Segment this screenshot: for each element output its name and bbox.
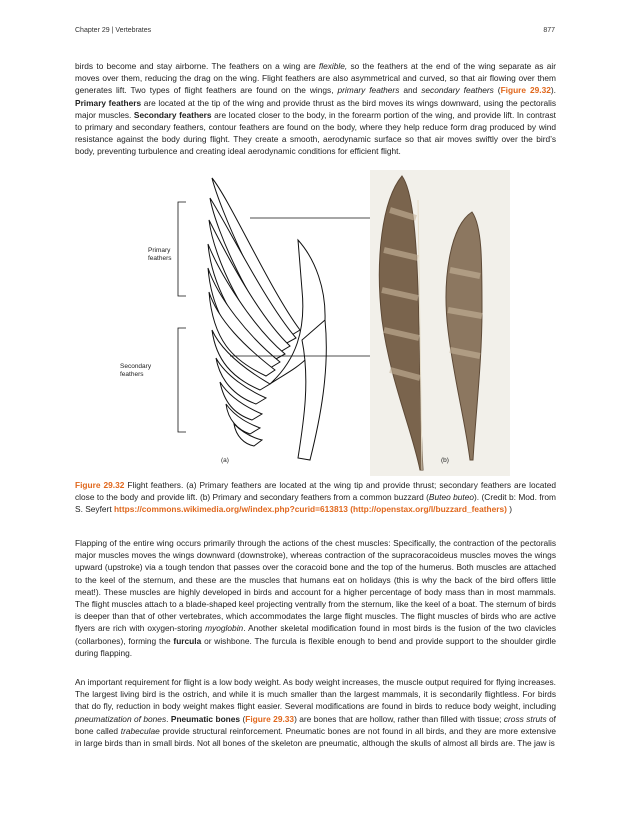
primary-bracket (178, 202, 186, 296)
panel-b-label: (b) (441, 457, 449, 464)
chapter-header: Chapter 29 | Vertebrates (75, 27, 152, 34)
feather-photo (370, 170, 510, 476)
secondary-bracket (178, 328, 186, 432)
primary-label-1: Primary (148, 247, 171, 254)
openstax-link[interactable]: (http://openstax.org/l/buzzard_feathers) (350, 504, 507, 515)
wing-illustration (208, 178, 326, 460)
figure-caption: Figure 29.32 Flight feathers. (a) Primary feathers are located at the wing tip and provide thrust; secondary feathers are located close to the body and provide lift. (b) Primary and secondary feathers from a common buzzard (Buteo buteo). (Credit b: Mod. from S. Seyfert https://commons.wikimedia.org/w/index.php?curid=613813 (http://openstax.org/l/buzzard_feathers) ) (75, 480, 556, 515)
page-number: 877 (543, 27, 555, 34)
paragraph-flight-muscles: Flapping of the entire wing occurs primarily through the actions of the chest muscles: Specifically, the contraction of the pectoralis major muscles moves the wings downward (downstroke), whereas contraction of the supracoracoideus muscles moves the wings upward (upstroke) via a tough tendon that passes over the coracoid bone and the top of the humerus. Both muscles are attached to the keel of the sternum, and these are the muscles that humans eat on holidays (this is why the back of the bird offers little meat!). These muscles are highly developed in birds and account for a higher percentage of body mass than in most mammals. The flight muscles attach to a blade-shaped keel projecting ventrally from the sternum, like the keel of a boat. The sternum of birds is deeper than that of other vertebrates, which accommodates the large flight muscles. The flight muscles of birds who are active flyers are rich with oxygen-storing myoglobin. Another skeletal modification found in most birds is the fusion of the two clavicles (collarbones), forming the furcula or wishbone. The furcula is flexible enough to bend and provide support to the shoulder girdle during flapping. (75, 538, 556, 658)
paragraph-body-weight: An important requirement for flight is a low body weight. As body weight increases, the muscle output required for flying increases. The largest living bird is the ostrich, and while it is much smaller than the largest mammals, it is secondarily flightless. For birds that do fly, reduction in body weight makes flight easier. Several modifications are found in birds to reduce body weight, including pneumatization of bones. Pneumatic bones (Figure 29.33) are bones that are hollow, rather than filled with tissue; cross struts of bone called trabeculae provide structural reinforcement. Pneumatic bones are not found in all birds, and they are more extensive in large birds than in small birds. Not all bones of the skeleton are pneumatic, although the skulls of almost all birds are. The jaw is (75, 677, 557, 749)
wikimedia-link[interactable]: https://commons.wikimedia.org/w/index.php?curid=613813 (113, 504, 348, 515)
figure-29-33-link[interactable]: Figure 29.33 (245, 713, 295, 724)
wing-arm (298, 320, 326, 460)
figure-29-32-link[interactable]: Figure 29.32 (500, 85, 551, 96)
secondary-label-1: Secondary (120, 363, 152, 370)
secondary-label-2: feathers (120, 371, 144, 378)
primary-label-2: feathers (148, 255, 172, 262)
feather-figure (120, 170, 510, 476)
panel-a-label: (a) (221, 457, 229, 464)
paragraph-flight-feathers: birds to become and stay airborne. The feathers on a wing are flexible, so the feathers at the end of the wing separate as air moves over them, reducing the drag on the wing. Flight feathers are also asymmetrical and curved, so that air flowing over them generates lift. Two types of flight feathers are found on the wings, primary feathers and secondary feathers (Figure 29.32). Primary feathers are located at the tip of the wing and provide thrust as the bird moves its wings downward, using the pectoralis major muscles. Secondary feathers are located closer to the body, in the forearm portion of the wing, and provide lift. In contrast to primary and secondary feathers, contour feathers are found on the body, where they help reduce form drag produced by wind resistance against the body during flight. They create a smooth, aerodynamic surface so that air moves swiftly over the bird’s body, preventing turbulence and creating ideal aerodynamic conditions for efficient flight. (75, 61, 557, 157)
